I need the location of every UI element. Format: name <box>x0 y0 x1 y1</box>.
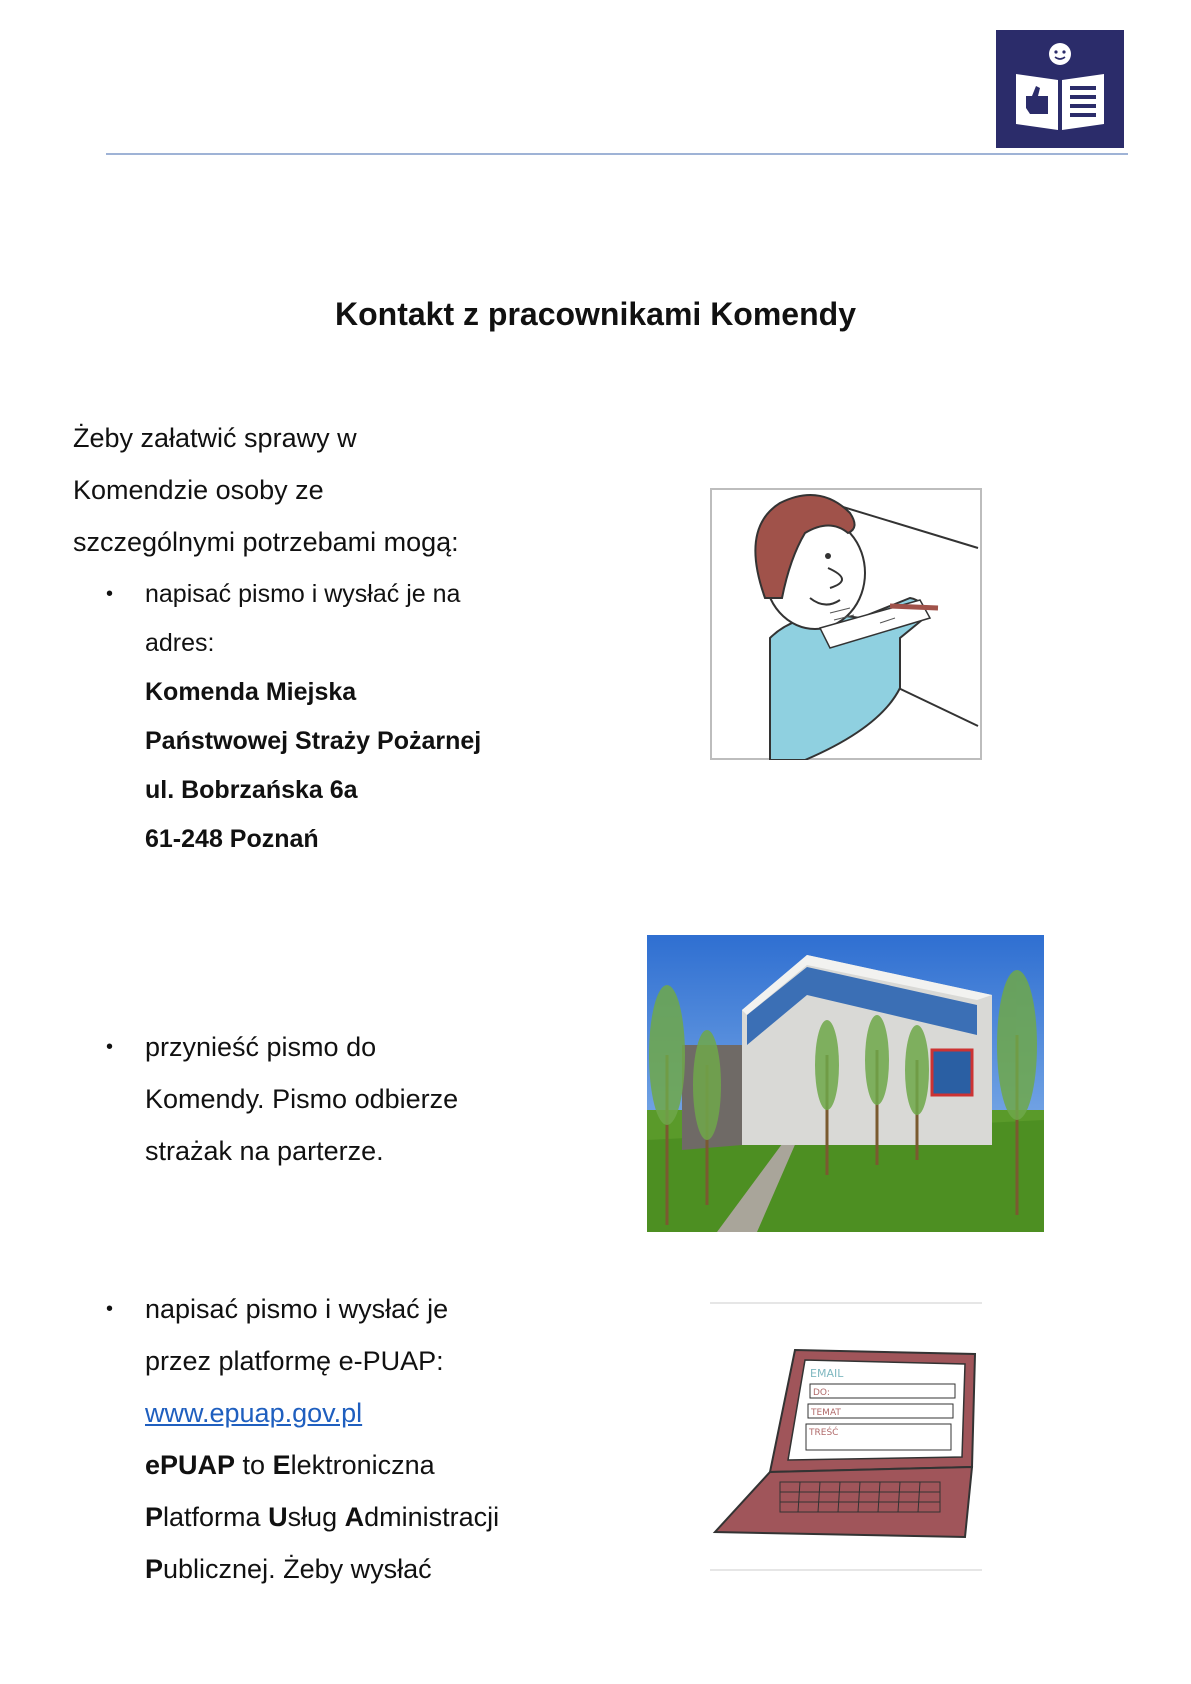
laptop-email-illustration <box>710 1302 982 1574</box>
address-line: 61-248 Poznań <box>145 825 319 853</box>
section2-line: przynieść pismo do <box>145 1032 377 1062</box>
epuap-definition-line <box>145 1448 435 1482</box>
section3-line: napisać pismo i wysłać je <box>145 1294 449 1324</box>
address-line: Komenda Miejska <box>145 678 357 706</box>
epuap-definition-line <box>145 1500 499 1534</box>
laptop-label: DO: <box>813 1388 830 1398</box>
definition-bold: E <box>272 1450 291 1480</box>
definition-text: sług <box>287 1502 345 1532</box>
laptop-label: TREŚĆ <box>809 1428 839 1438</box>
address-line: ul. Bobrzańska 6a <box>145 776 358 804</box>
intro-line: szczególnymi potrzebami mogą: <box>73 527 459 557</box>
easy-to-read-icon <box>996 30 1124 148</box>
bullet-icon: • <box>106 1298 114 1320</box>
laptop-label: EMAIL <box>810 1367 844 1380</box>
writing-person-illustration <box>710 488 982 760</box>
section2-line: strażak na parterze. <box>145 1136 384 1166</box>
bullet-icon: • <box>106 1036 114 1058</box>
page-title: Kontakt z pracownikami Komendy <box>335 296 856 332</box>
definition-text: to <box>235 1450 273 1480</box>
section1-line: napisać pismo i wysłać je na <box>145 580 461 608</box>
definition-text: ublicznej. Żeby wysłać <box>163 1554 432 1584</box>
definition-bold: U <box>268 1502 288 1532</box>
section3-line: przez platformę e-PUAP: <box>145 1346 444 1376</box>
definition-text: dministracji <box>364 1502 500 1532</box>
epuap-definition-line <box>145 1552 432 1586</box>
fire-station-building-photo <box>647 935 1044 1232</box>
section1-line: adres: <box>145 629 215 657</box>
definition-bold: P <box>145 1502 164 1532</box>
section2-line: Komendy. Pismo odbierze <box>145 1084 459 1114</box>
intro-line: Żeby załatwić sprawy w <box>73 423 357 453</box>
epuap-link[interactable]: www.epuap.gov.pl <box>145 1398 363 1428</box>
address-line: Państwowej Straży Pożarnej <box>145 727 482 755</box>
laptop-label: TEMAT <box>811 1408 841 1418</box>
definition-bold: ePUAP <box>145 1450 236 1480</box>
definition-text: latforma <box>163 1502 269 1532</box>
header-divider <box>106 153 1128 155</box>
bullet-icon: • <box>106 583 114 605</box>
intro-line: Komendzie osoby ze <box>73 475 324 505</box>
definition-text: lektroniczna <box>290 1450 435 1480</box>
definition-bold: A <box>344 1502 365 1532</box>
definition-bold: P <box>145 1554 164 1584</box>
easy-to-read-logo <box>996 30 1124 148</box>
